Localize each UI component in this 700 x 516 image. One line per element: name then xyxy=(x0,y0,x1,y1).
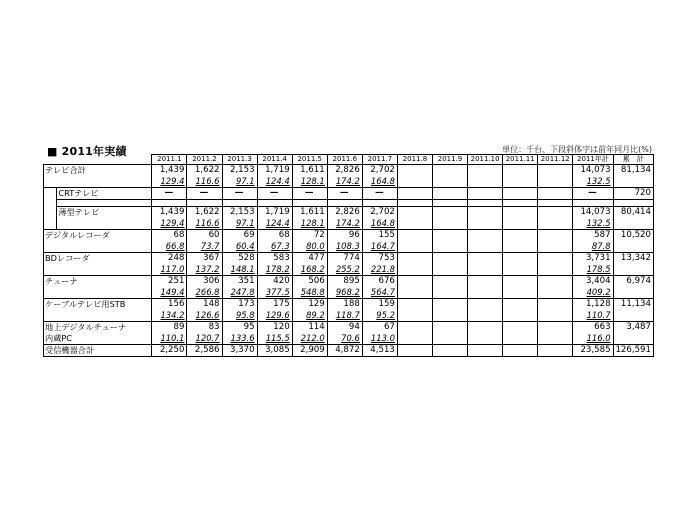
ratio-cell xyxy=(538,176,573,188)
row-label-bd: BDレコーダ xyxy=(44,253,152,276)
value-cell: 583 xyxy=(257,253,292,265)
value-cell: 351 xyxy=(222,276,257,288)
value-cell: 774 xyxy=(327,253,362,265)
spacer-cell xyxy=(573,200,613,207)
value-cell: 753 xyxy=(362,253,397,265)
table-row-pc xyxy=(44,322,654,334)
column-header: 2011.4 xyxy=(257,155,292,165)
column-header: 2011.8 xyxy=(397,155,432,165)
ratio-cell: 129.4 xyxy=(152,176,187,188)
ratio-cell: 137.2 xyxy=(187,264,222,276)
value-cell: 68 xyxy=(257,230,292,242)
ratio-cell: 116.6 xyxy=(187,176,222,188)
row-label-line: 地上デジタルチューナ xyxy=(45,322,127,332)
value-cell xyxy=(538,276,573,288)
ratio-cell xyxy=(397,287,432,299)
value-cell: 306 xyxy=(187,276,222,288)
value-cell xyxy=(503,207,538,219)
value-cell xyxy=(503,253,538,265)
value-cell xyxy=(538,207,573,219)
value-cell: 95 xyxy=(222,322,257,334)
ratio-cell xyxy=(468,333,503,345)
ratio-cell: 149.4 xyxy=(152,287,187,299)
value-cell: 14,073 xyxy=(573,207,613,219)
indent-cell xyxy=(44,188,57,230)
spacer-cell xyxy=(222,200,257,207)
ratio-cell: 80.0 xyxy=(292,241,327,253)
ratio-cell: 124.4 xyxy=(257,176,292,188)
ratio-cell: 178.2 xyxy=(257,264,292,276)
shipment-table xyxy=(43,154,654,357)
ratio-cell: 116.6 xyxy=(187,218,222,230)
row-label-stb: ケーブルテレビ用STB xyxy=(44,299,152,322)
value-cell xyxy=(468,276,503,288)
ratio-cell: 124.4 xyxy=(257,218,292,230)
table-row-crt xyxy=(44,188,654,200)
value-cell: — xyxy=(257,188,292,200)
value-cell: 83 xyxy=(187,322,222,334)
ratio-cell: 148.1 xyxy=(222,264,257,276)
table-row-flat xyxy=(44,207,654,219)
ratio-cell xyxy=(432,176,467,188)
ratio-cell: 164.8 xyxy=(362,218,397,230)
ratio-cell: 266.8 xyxy=(187,287,222,299)
ratio-cell xyxy=(432,241,467,253)
ratio-cell xyxy=(503,310,538,322)
value-cell xyxy=(397,322,432,334)
value-cell xyxy=(432,322,467,334)
value-cell: 94 xyxy=(327,322,362,334)
ratio-cell: 110.1 xyxy=(152,333,187,345)
value-cell xyxy=(538,230,573,242)
value-cell: 3,404 xyxy=(573,276,613,288)
ratio-cell xyxy=(613,218,653,230)
row-label-pc xyxy=(44,322,152,345)
value-cell: 114 xyxy=(292,322,327,334)
ratio-cell: 97.1 xyxy=(222,176,257,188)
value-cell xyxy=(397,345,432,357)
value-cell: 587 xyxy=(573,230,613,242)
column-header: 2011.10 xyxy=(468,155,503,165)
ratio-cell: 168.2 xyxy=(292,264,327,276)
value-cell: 248 xyxy=(152,253,187,265)
value-cell xyxy=(432,345,467,357)
table-body xyxy=(44,155,654,357)
row-label-flat: 薄型テレビ xyxy=(57,207,152,230)
value-cell: 477 xyxy=(292,253,327,265)
ratio-cell: 66.8 xyxy=(152,241,187,253)
value-cell: 895 xyxy=(327,276,362,288)
value-cell: 3,731 xyxy=(573,253,613,265)
ratio-cell xyxy=(432,333,467,345)
value-cell xyxy=(468,345,503,357)
ratio-cell: 117.0 xyxy=(152,264,187,276)
row-label-tuner: チューナ xyxy=(44,276,152,299)
value-cell: 14,073 xyxy=(573,165,613,177)
value-cell: 663 xyxy=(573,322,613,334)
value-cell xyxy=(432,188,467,200)
value-cell: 68 xyxy=(152,230,187,242)
value-cell xyxy=(397,253,432,265)
value-cell xyxy=(397,207,432,219)
ratio-cell xyxy=(538,333,573,345)
column-header: 2011.12 xyxy=(538,155,573,165)
ratio-cell xyxy=(432,218,467,230)
ratio-cell xyxy=(468,310,503,322)
ratio-cell: 409.2 xyxy=(573,287,613,299)
value-cell: 2,153 xyxy=(222,207,257,219)
row-label-recorder: デジタルレコーダ xyxy=(44,230,152,253)
ratio-cell xyxy=(538,264,573,276)
value-cell: 1,439 xyxy=(152,165,187,177)
value-cell: 2,826 xyxy=(327,207,362,219)
ratio-cell: 108.3 xyxy=(327,241,362,253)
value-cell xyxy=(432,276,467,288)
ratio-cell xyxy=(468,287,503,299)
value-cell: 148 xyxy=(187,299,222,311)
value-cell: 72 xyxy=(292,230,327,242)
value-cell: 3,370 xyxy=(222,345,257,357)
value-cell: 1,439 xyxy=(152,207,187,219)
value-cell xyxy=(538,165,573,177)
header-row xyxy=(44,155,654,165)
value-cell: 2,153 xyxy=(222,165,257,177)
value-cell: 11,134 xyxy=(613,299,653,311)
ratio-cell: 212.0 xyxy=(292,333,327,345)
column-header: 2011.1 xyxy=(152,155,187,165)
column-header: 2011.11 xyxy=(503,155,538,165)
ratio-cell: 164.7 xyxy=(362,241,397,253)
value-cell: 2,586 xyxy=(187,345,222,357)
column-header: 2011.5 xyxy=(292,155,327,165)
value-cell: — xyxy=(152,188,187,200)
ratio-cell: 174.2 xyxy=(327,218,362,230)
table-row-tv xyxy=(44,165,654,177)
value-cell xyxy=(432,299,467,311)
ratio-cell xyxy=(503,333,538,345)
value-cell: 420 xyxy=(257,276,292,288)
section-title: ■ 2011年実績 xyxy=(47,145,127,158)
ratio-cell xyxy=(613,264,653,276)
value-cell: 4,513 xyxy=(362,345,397,357)
value-cell: 96 xyxy=(327,230,362,242)
value-cell: 1,611 xyxy=(292,165,327,177)
ratio-cell xyxy=(468,218,503,230)
value-cell xyxy=(468,230,503,242)
value-cell xyxy=(538,345,573,357)
spacer-cell xyxy=(57,200,152,207)
ratio-cell: 129.6 xyxy=(257,310,292,322)
spacer-cell xyxy=(187,200,222,207)
value-cell xyxy=(468,188,503,200)
ratio-cell: 132.5 xyxy=(573,218,613,230)
ratio-cell xyxy=(432,264,467,276)
ratio-cell xyxy=(468,241,503,253)
ratio-cell xyxy=(503,287,538,299)
value-cell xyxy=(468,207,503,219)
column-header: 2011年計 xyxy=(573,155,613,165)
row-label-crt: CRTテレビ xyxy=(57,188,152,200)
value-cell: 89 xyxy=(152,322,187,334)
value-cell: 1,719 xyxy=(257,207,292,219)
row-label-tv: テレビ合計 xyxy=(44,165,152,188)
value-cell xyxy=(503,299,538,311)
spacer-cell xyxy=(292,200,327,207)
ratio-cell xyxy=(468,176,503,188)
ratio-cell xyxy=(613,333,653,345)
column-header: 2011.9 xyxy=(432,155,467,165)
value-cell: — xyxy=(327,188,362,200)
column-header: 2011.6 xyxy=(327,155,362,165)
ratio-cell: 97.1 xyxy=(222,218,257,230)
ratio-cell: 377.5 xyxy=(257,287,292,299)
ratio-cell xyxy=(538,241,573,253)
value-cell: 175 xyxy=(257,299,292,311)
ratio-cell xyxy=(397,176,432,188)
column-header: 累 計 xyxy=(613,155,653,165)
ratio-cell xyxy=(538,287,573,299)
ratio-cell xyxy=(468,264,503,276)
data-table xyxy=(43,154,654,357)
value-cell: 251 xyxy=(152,276,187,288)
value-cell: 67 xyxy=(362,322,397,334)
value-cell xyxy=(538,188,573,200)
ratio-cell: 126.6 xyxy=(187,310,222,322)
value-cell: 3,085 xyxy=(257,345,292,357)
ratio-cell xyxy=(503,241,538,253)
value-cell: 10,520 xyxy=(613,230,653,242)
value-cell xyxy=(397,188,432,200)
value-cell xyxy=(538,322,573,334)
table-row-recorder xyxy=(44,230,654,242)
column-header: 2011.7 xyxy=(362,155,397,165)
header-corner xyxy=(44,155,152,165)
table-row-bd xyxy=(44,253,654,265)
ratio-cell: 128.1 xyxy=(292,176,327,188)
ratio-cell: 134.2 xyxy=(152,310,187,322)
value-cell: 2,909 xyxy=(292,345,327,357)
ratio-cell: 164.8 xyxy=(362,176,397,188)
ratio-cell xyxy=(397,241,432,253)
value-cell: 23,585 xyxy=(573,345,613,357)
value-cell xyxy=(538,253,573,265)
value-cell: 156 xyxy=(152,299,187,311)
value-cell: 120 xyxy=(257,322,292,334)
ratio-cell: 73.7 xyxy=(187,241,222,253)
table-row-tuner xyxy=(44,276,654,288)
ratio-cell: 110.7 xyxy=(573,310,613,322)
ratio-cell: 60.4 xyxy=(222,241,257,253)
ratio-cell xyxy=(613,176,653,188)
value-cell xyxy=(432,230,467,242)
ratio-cell: 968.2 xyxy=(327,287,362,299)
ratio-cell xyxy=(613,241,653,253)
value-cell xyxy=(503,165,538,177)
value-cell: 69 xyxy=(222,230,257,242)
ratio-cell: 115.5 xyxy=(257,333,292,345)
table-row-total xyxy=(44,345,654,357)
value-cell: 367 xyxy=(187,253,222,265)
ratio-cell: 564.7 xyxy=(362,287,397,299)
value-cell: 60 xyxy=(187,230,222,242)
column-header: 2011.3 xyxy=(222,155,257,165)
spacer-cell xyxy=(397,200,432,207)
ratio-cell xyxy=(503,218,538,230)
spacer-cell xyxy=(432,200,467,207)
value-cell: 3,487 xyxy=(613,322,653,334)
value-cell: 2,250 xyxy=(152,345,187,357)
value-cell xyxy=(397,230,432,242)
value-cell xyxy=(503,276,538,288)
value-cell: 1,611 xyxy=(292,207,327,219)
value-cell: 720 xyxy=(613,188,653,200)
value-cell xyxy=(397,165,432,177)
ratio-cell xyxy=(397,333,432,345)
value-cell xyxy=(538,299,573,311)
value-cell xyxy=(468,299,503,311)
ratio-cell: 120.7 xyxy=(187,333,222,345)
ratio-cell: 89.2 xyxy=(292,310,327,322)
value-cell xyxy=(468,322,503,334)
column-header: 2011.2 xyxy=(187,155,222,165)
ratio-cell: 67.3 xyxy=(257,241,292,253)
value-cell xyxy=(468,165,503,177)
spacer-cell xyxy=(362,200,397,207)
value-cell: 13,342 xyxy=(613,253,653,265)
ratio-cell: 95.8 xyxy=(222,310,257,322)
value-cell: 506 xyxy=(292,276,327,288)
ratio-cell xyxy=(613,287,653,299)
value-cell: 6,974 xyxy=(613,276,653,288)
value-cell: 1,622 xyxy=(187,207,222,219)
ratio-cell: 128.1 xyxy=(292,218,327,230)
ratio-cell xyxy=(397,264,432,276)
value-cell: 4,872 xyxy=(327,345,362,357)
value-cell xyxy=(397,276,432,288)
value-cell: — xyxy=(573,188,613,200)
value-cell: 155 xyxy=(362,230,397,242)
value-cell xyxy=(432,207,467,219)
value-cell: 126,591 xyxy=(613,345,653,357)
table-row-stb xyxy=(44,299,654,311)
value-cell: — xyxy=(362,188,397,200)
ratio-cell: 113.0 xyxy=(362,333,397,345)
ratio-cell: 95.2 xyxy=(362,310,397,322)
value-cell: 2,826 xyxy=(327,165,362,177)
value-cell: 676 xyxy=(362,276,397,288)
ratio-cell: 548.8 xyxy=(292,287,327,299)
ratio-cell xyxy=(503,176,538,188)
ratio-cell xyxy=(432,310,467,322)
ratio-cell: 70.6 xyxy=(327,333,362,345)
spacer-cell xyxy=(538,200,573,207)
value-cell: 2,702 xyxy=(362,165,397,177)
ratio-cell xyxy=(397,310,432,322)
value-cell: 2,702 xyxy=(362,207,397,219)
unit-note: 単位：千台、下段斜体字は前年同月比(%) xyxy=(502,145,652,154)
ratio-cell: 255.2 xyxy=(327,264,362,276)
value-cell: 80,414 xyxy=(613,207,653,219)
ratio-cell: 178.5 xyxy=(573,264,613,276)
value-cell: 173 xyxy=(222,299,257,311)
spacer-cell xyxy=(257,200,292,207)
value-cell xyxy=(397,299,432,311)
value-cell xyxy=(503,322,538,334)
ratio-cell xyxy=(538,310,573,322)
spacer-cell xyxy=(503,200,538,207)
spacer-cell xyxy=(468,200,503,207)
ratio-cell: 116.0 xyxy=(573,333,613,345)
spacer-row xyxy=(44,200,654,207)
value-cell xyxy=(432,253,467,265)
ratio-cell xyxy=(613,310,653,322)
ratio-cell: 87.8 xyxy=(573,241,613,253)
value-cell: 1,128 xyxy=(573,299,613,311)
spacer-cell xyxy=(327,200,362,207)
value-cell xyxy=(468,253,503,265)
value-cell xyxy=(503,230,538,242)
row-label-total: 受信機器合計 xyxy=(44,345,152,357)
value-cell: 159 xyxy=(362,299,397,311)
value-cell xyxy=(503,345,538,357)
value-cell: 129 xyxy=(292,299,327,311)
ratio-cell: 132.5 xyxy=(573,176,613,188)
row-label-line: 内蔵PC xyxy=(45,333,73,343)
spacer-cell xyxy=(152,200,187,207)
value-cell: — xyxy=(292,188,327,200)
ratio-cell: 118.7 xyxy=(327,310,362,322)
ratio-cell: 221.8 xyxy=(362,264,397,276)
spacer-cell xyxy=(613,200,653,207)
ratio-cell xyxy=(503,264,538,276)
value-cell: — xyxy=(187,188,222,200)
value-cell: — xyxy=(222,188,257,200)
value-cell xyxy=(503,188,538,200)
value-cell: 528 xyxy=(222,253,257,265)
ratio-cell: 247.8 xyxy=(222,287,257,299)
ratio-cell: 133.6 xyxy=(222,333,257,345)
ratio-cell xyxy=(538,218,573,230)
value-cell: 1,622 xyxy=(187,165,222,177)
section-title-text: 2011年実績 xyxy=(61,145,127,158)
ratio-cell: 174.2 xyxy=(327,176,362,188)
value-cell: 1,719 xyxy=(257,165,292,177)
ratio-cell xyxy=(432,287,467,299)
ratio-cell xyxy=(397,218,432,230)
value-cell: 81,134 xyxy=(613,165,653,177)
ratio-cell: 129.4 xyxy=(152,218,187,230)
value-cell xyxy=(432,165,467,177)
value-cell: 188 xyxy=(327,299,362,311)
